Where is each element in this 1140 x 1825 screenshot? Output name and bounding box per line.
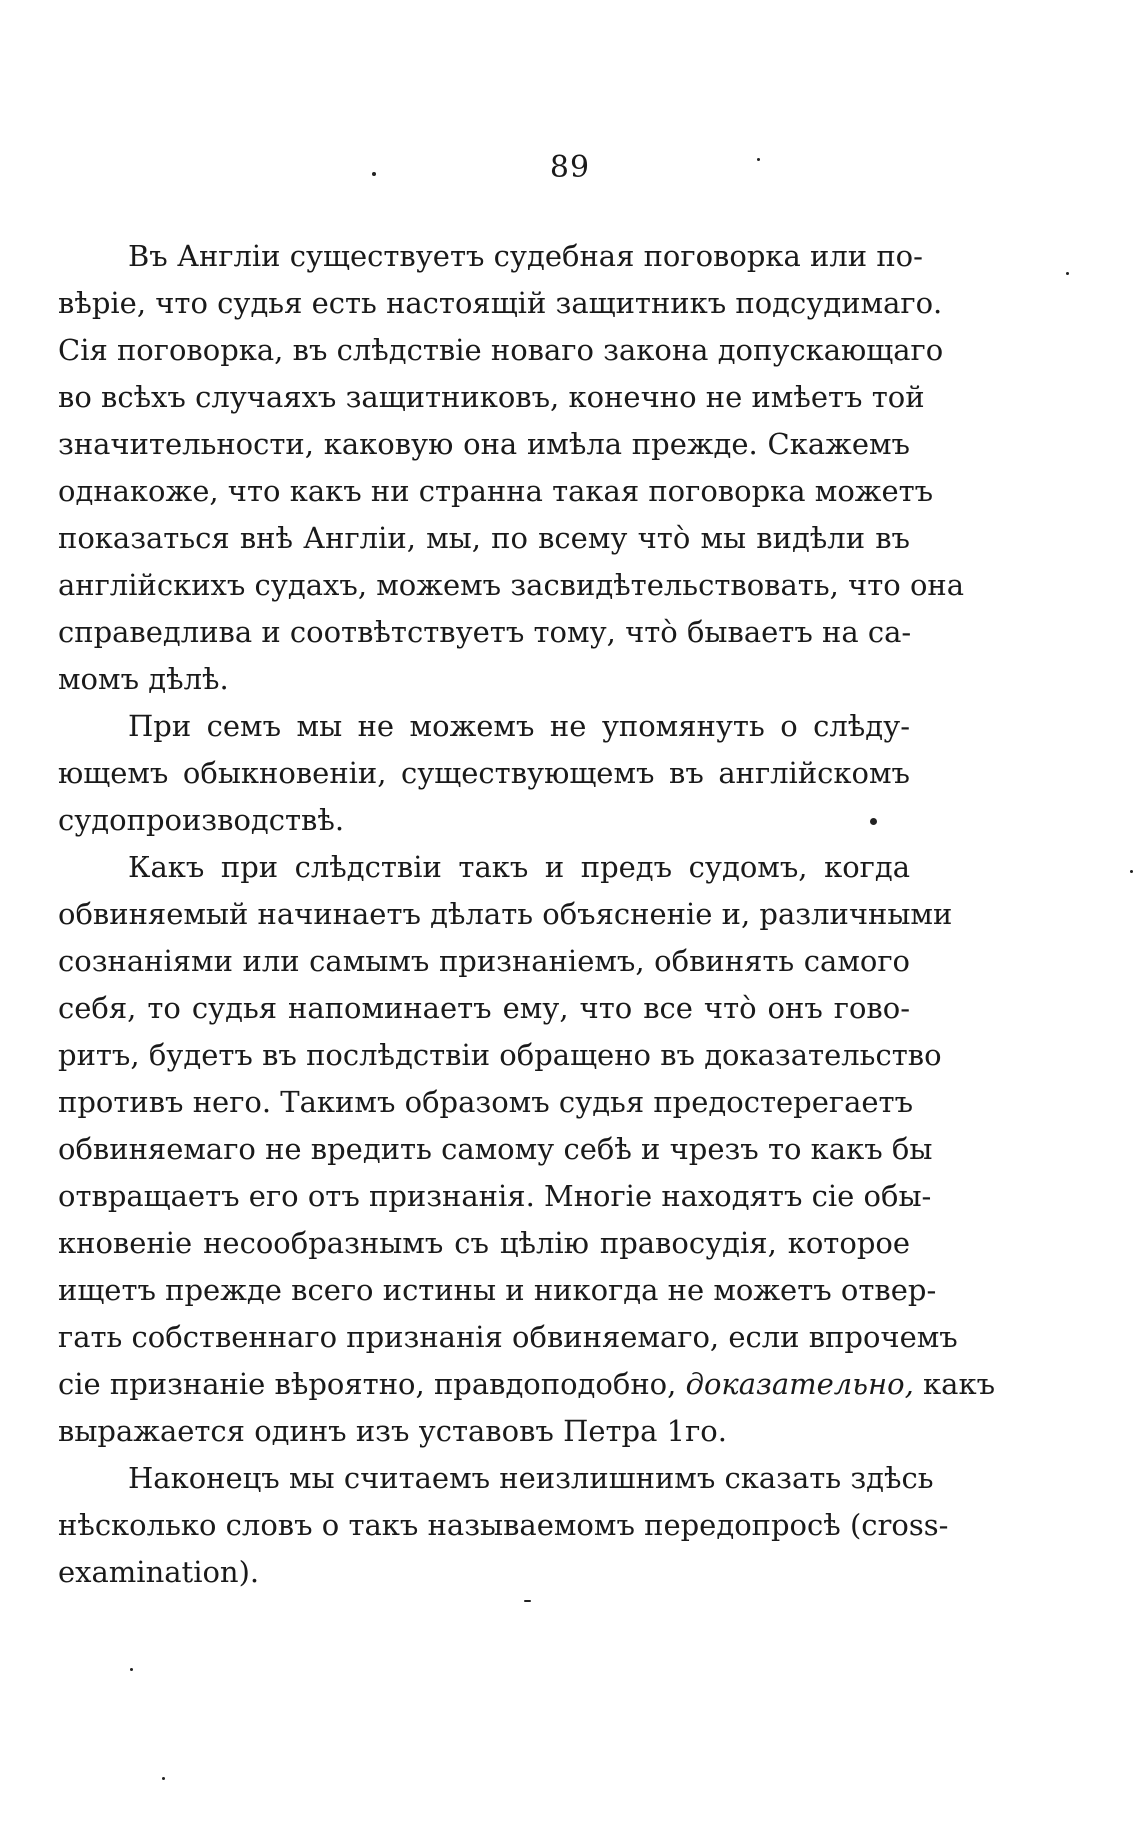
scan-speck — [1130, 870, 1133, 873]
scan-speck — [372, 172, 376, 176]
text-line: Наконецъ мы считаемъ неизлишнимъ сказать здѣсь — [128, 1461, 934, 1495]
text-line: справедлива и соотвѣтствуетъ тому, что̀ бываетъ на са- — [58, 615, 912, 649]
text-line: сознаніями или самымъ признаніемъ, обвинять самого — [58, 944, 910, 978]
text-line: кновеніе несообразнымъ съ цѣлію правосудія, которое — [58, 1226, 910, 1260]
text-line: выражается одинъ изъ уставовъ Петра 1го. — [58, 1414, 727, 1448]
scan-speck — [757, 158, 760, 161]
text-line — [58, 1361, 996, 1408]
italic-word: доказательно, — [685, 1367, 914, 1401]
text-line: момъ дѣлѣ. — [58, 662, 229, 696]
scan-speck — [130, 1668, 133, 1671]
text-segment: какъ — [913, 1367, 996, 1401]
text-line: Въ Англіи существуетъ судебная поговорка или по- — [128, 239, 923, 273]
page-number: 89 — [549, 150, 591, 185]
text-line: судопроизводствѣ. — [58, 803, 345, 837]
scan-speck — [1066, 272, 1069, 275]
scan-speck — [524, 1600, 531, 1602]
text-segment: сіе признаніе вѣроятно, правдоподобно, — [58, 1367, 686, 1401]
text-line: себя, то судья напоминаетъ ему, что все что̀ онъ гово- — [58, 991, 910, 1025]
text-line: нѣсколько словъ о такъ называемомъ передопросѣ (cross- — [58, 1508, 949, 1542]
scan-speck — [162, 1777, 165, 1780]
text-line: обвиняемый начинаетъ дѣлать объясненіе и, различными — [58, 897, 953, 931]
text-line: отвращаетъ его отъ признанія. Многіе находятъ сіе обы- — [58, 1179, 932, 1213]
text-line: вѣріе, что судья есть настоящій защитникъ подсудимаго. — [58, 286, 943, 320]
text-line: ищетъ прежде всего истины и никогда не можетъ отвер- — [58, 1273, 937, 1307]
text-line: обвиняемаго не вредить самому себѣ и чрезъ то какъ бы — [58, 1132, 933, 1166]
text-line: значительности, каковую она имѣла прежде. Скажемъ — [58, 427, 910, 461]
text-line: ритъ, будетъ въ послѣдствіи обращено въ доказательство — [58, 1038, 942, 1072]
text-line: однакоже, что какъ ни странна такая поговорка можетъ — [58, 474, 934, 508]
text-line: При семъ мы не можемъ не упомянуть о слѣду- — [128, 709, 910, 743]
text-line: Сія поговорка, въ слѣдствіе новаго закона допускающаго — [58, 333, 944, 367]
scan-speck — [870, 818, 877, 825]
text-line: англійскихъ судахъ, можемъ засвидѣтельствовать, что она — [58, 568, 965, 602]
text-line: показаться внѣ Англіи, мы, по всему что̀ мы видѣли въ — [58, 521, 910, 555]
text-line: гать собственнаго признанія обвиняемаго, если впрочемъ — [58, 1320, 958, 1354]
text-line: ющемъ обыкновеніи, существующемъ въ англійскомъ — [58, 756, 910, 790]
text-line: во всѣхъ случаяхъ защитниковъ, конечно не имѣетъ той — [58, 380, 925, 414]
body-text — [58, 233, 996, 1596]
text-line: Какъ при слѣдствіи такъ и предъ судомъ, когда — [128, 850, 910, 884]
text-line: examination). — [58, 1555, 260, 1589]
text-line: противъ него. Такимъ образомъ судья предостерегаетъ — [58, 1085, 914, 1119]
